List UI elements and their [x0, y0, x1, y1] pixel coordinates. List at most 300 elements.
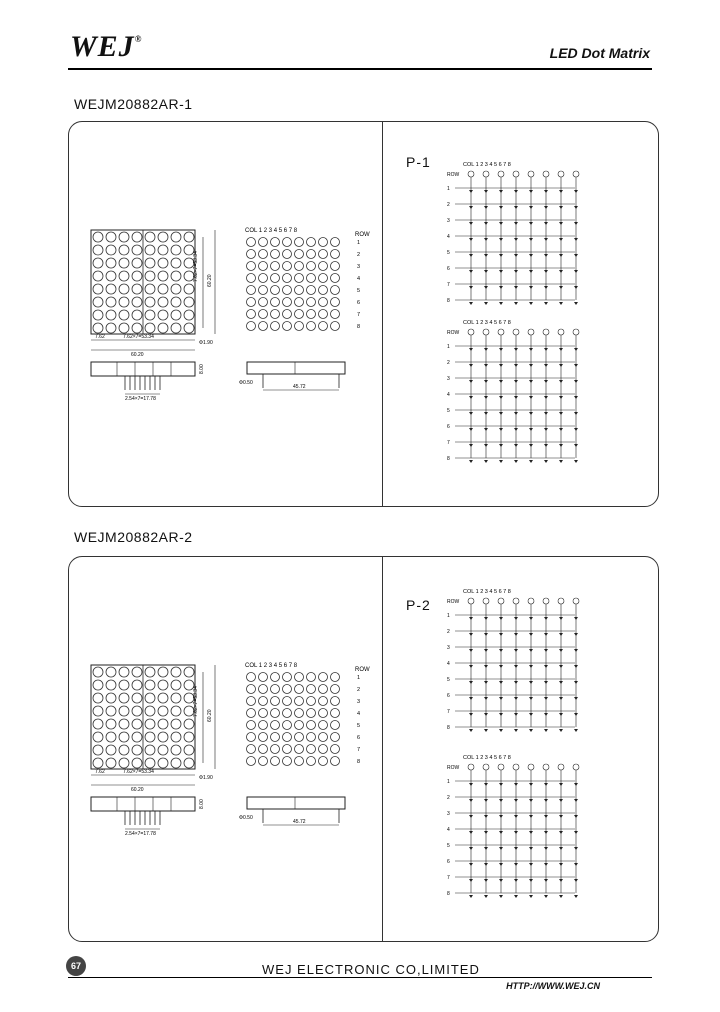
pin-marker	[513, 171, 519, 177]
led-dot	[119, 745, 129, 755]
pin-marker	[528, 171, 534, 177]
row-header: ROW	[447, 172, 460, 178]
led-dot	[132, 758, 142, 768]
led-dot	[271, 310, 280, 319]
led-dot	[259, 238, 268, 247]
led-diode	[499, 895, 503, 898]
led-dot	[271, 262, 280, 271]
led-dot	[247, 298, 256, 307]
dim-text-side: 8.00	[199, 364, 205, 374]
led-dot	[247, 685, 256, 694]
led-dot	[295, 709, 304, 718]
dim-text-height: 60.20	[207, 274, 213, 287]
dim-text-height: 60.20	[207, 709, 213, 722]
led-dot	[271, 298, 280, 307]
led-dot	[171, 758, 181, 768]
led-dot	[93, 323, 103, 333]
led-dot	[184, 297, 194, 307]
led-diode	[529, 895, 533, 898]
led-diode	[529, 460, 533, 463]
led-dot	[331, 697, 340, 706]
led-dot	[307, 721, 316, 730]
led-dot	[158, 297, 168, 307]
pin-marker	[468, 329, 474, 335]
led-dot	[132, 732, 142, 742]
led-dot	[184, 310, 194, 320]
led-dot	[331, 250, 340, 259]
led-dot	[319, 709, 328, 718]
led-dot	[307, 262, 316, 271]
led-dot	[295, 745, 304, 754]
row-number: 2	[447, 202, 450, 208]
led-diode	[559, 729, 563, 732]
led-dot	[93, 297, 103, 307]
led-dot	[93, 310, 103, 320]
led-dot	[106, 271, 116, 281]
led-diode	[484, 302, 488, 305]
row-header: ROW	[355, 667, 370, 673]
led-dot	[119, 667, 129, 677]
led-dot	[184, 667, 194, 677]
row-header: ROW	[447, 599, 460, 605]
col-header: COL 1 2 3 4 5 6 7 8	[463, 589, 511, 595]
led-diode	[574, 460, 578, 463]
led-dot	[319, 322, 328, 331]
row-number: 7	[447, 709, 450, 715]
led-dot	[331, 298, 340, 307]
dim-text-side: 8.00	[199, 799, 205, 809]
led-dot	[145, 232, 155, 242]
led-dot	[119, 693, 129, 703]
led-dot	[307, 709, 316, 718]
led-dot	[247, 673, 256, 682]
pin-marker	[513, 598, 519, 604]
row-number: 5	[357, 723, 361, 729]
led-dot	[247, 262, 256, 271]
led-dot	[171, 271, 181, 281]
led-dot	[295, 733, 304, 742]
led-dot	[184, 732, 194, 742]
led-dot	[247, 274, 256, 283]
row-number: 6	[357, 735, 361, 741]
led-dot	[145, 297, 155, 307]
led-diode	[514, 729, 518, 732]
led-dot	[184, 323, 194, 333]
dim-text-pitch-h: 7.62×7=53.34	[123, 769, 154, 775]
row-number: 3	[447, 218, 450, 224]
led-dot	[331, 322, 340, 331]
led-dot	[319, 673, 328, 682]
led-dot	[106, 323, 116, 333]
led-dot	[93, 245, 103, 255]
row-number: 5	[447, 408, 450, 414]
row-number: 4	[357, 276, 361, 282]
schematic-2a	[447, 587, 599, 731]
led-dot	[119, 245, 129, 255]
led-dot	[271, 673, 280, 682]
led-dot	[145, 745, 155, 755]
led-dot	[271, 697, 280, 706]
led-dot	[283, 685, 292, 694]
pin-marker	[573, 598, 579, 604]
led-dot	[331, 721, 340, 730]
led-dot	[119, 258, 129, 268]
led-diode	[559, 895, 563, 898]
led-dot	[319, 733, 328, 742]
led-dot	[132, 297, 142, 307]
led-diode	[499, 460, 503, 463]
led-dot	[106, 680, 116, 690]
led-dot	[158, 258, 168, 268]
led-dot	[171, 719, 181, 729]
led-dot	[132, 232, 142, 242]
led-dot	[106, 745, 116, 755]
led-dot	[93, 693, 103, 703]
led-diode	[574, 729, 578, 732]
led-dot	[295, 685, 304, 694]
dim-text-pitch-h: 7.62×7=53.34	[123, 334, 154, 340]
led-dot	[319, 745, 328, 754]
led-dot	[247, 250, 256, 259]
led-dot	[283, 238, 292, 247]
led-dot	[93, 271, 103, 281]
led-dot	[158, 232, 168, 242]
led-dot	[319, 250, 328, 259]
led-dot	[271, 238, 280, 247]
dim-text-pitch-v: 7.62×7=53.34	[193, 686, 199, 717]
led-dot	[283, 757, 292, 766]
led-dot	[331, 310, 340, 319]
led-dot	[307, 322, 316, 331]
pin-marker	[573, 329, 579, 335]
led-diode	[559, 302, 563, 305]
dim-text-dot: Φ1.90	[199, 775, 213, 781]
led-dot	[132, 693, 142, 703]
led-dot	[119, 758, 129, 768]
row-number: 1	[357, 240, 361, 246]
row-number: 1	[357, 675, 361, 681]
led-dot	[171, 732, 181, 742]
led-dot	[158, 693, 168, 703]
row-number: 4	[447, 392, 450, 398]
dim-text-width: 60.20	[131, 787, 144, 793]
led-dot	[307, 733, 316, 742]
led-dot	[93, 732, 103, 742]
led-diode	[544, 460, 548, 463]
dim-text-dot: Φ1.90	[199, 340, 213, 346]
led-dot	[93, 719, 103, 729]
led-dot	[106, 693, 116, 703]
led-dot	[119, 719, 129, 729]
led-dot	[259, 697, 268, 706]
led-dot	[295, 697, 304, 706]
pin-marker	[573, 764, 579, 770]
led-dot	[106, 297, 116, 307]
pin-marker	[483, 171, 489, 177]
row-number: 2	[447, 795, 450, 801]
led-dot	[247, 238, 256, 247]
led-dot	[106, 732, 116, 742]
pin-marker	[468, 598, 474, 604]
dim-text-lead: Φ0.50	[239, 815, 253, 821]
led-dot	[307, 757, 316, 766]
led-diode	[469, 302, 473, 305]
row-number: 8	[447, 725, 450, 731]
col-header: COL 1 2 3 4 5 6 7 8	[463, 755, 511, 761]
dim-text-small: 7.62	[95, 334, 105, 340]
pin-marker	[558, 764, 564, 770]
pin-marker	[498, 329, 504, 335]
led-dot	[295, 250, 304, 259]
led-dot	[271, 745, 280, 754]
led-dot	[259, 262, 268, 271]
led-dot	[106, 284, 116, 294]
pin-marker	[498, 171, 504, 177]
led-dot	[331, 745, 340, 754]
dim-text-small: 7.62	[95, 769, 105, 775]
led-diode	[484, 460, 488, 463]
row-number: 8	[447, 456, 450, 462]
led-dot	[295, 757, 304, 766]
led-dot	[119, 310, 129, 320]
row-number: 1	[447, 779, 450, 785]
col-header: COL 1 2 3 4 5 6 7 8	[463, 320, 511, 326]
led-dot	[145, 693, 155, 703]
led-dot	[132, 271, 142, 281]
led-dot	[283, 274, 292, 283]
panel-2	[68, 556, 659, 942]
col-header: COL 1 2 3 4 5 6 7 8	[245, 228, 298, 234]
led-diode	[574, 895, 578, 898]
row-number: 4	[357, 711, 361, 717]
section-title-1: WEJM20882AR-1	[74, 96, 193, 112]
led-dot	[93, 745, 103, 755]
led-dot	[271, 286, 280, 295]
led-dot	[319, 274, 328, 283]
led-dot	[259, 673, 268, 682]
led-dot	[271, 274, 280, 283]
led-dot	[171, 323, 181, 333]
led-dot	[331, 709, 340, 718]
footer-rule	[68, 977, 652, 978]
led-dot	[145, 758, 155, 768]
led-dot	[247, 286, 256, 295]
led-dot	[171, 232, 181, 242]
pin-marker	[483, 598, 489, 604]
led-dot	[271, 250, 280, 259]
led-dot	[319, 286, 328, 295]
dim-text-pin: 2.54×7=17.78	[125, 396, 156, 402]
row-number: 6	[447, 266, 450, 272]
led-dot	[171, 693, 181, 703]
led-dot	[295, 238, 304, 247]
led-dot	[331, 274, 340, 283]
pin-marker	[543, 171, 549, 177]
pin-marker	[513, 764, 519, 770]
pin-marker	[543, 329, 549, 335]
led-dot	[184, 745, 194, 755]
led-diode	[514, 460, 518, 463]
row-number: 1	[447, 613, 450, 619]
col-header: COL 1 2 3 4 5 6 7 8	[463, 162, 511, 168]
company-logo: WEJ®	[70, 30, 143, 63]
led-dot	[171, 297, 181, 307]
dim-text-depth: 45.72	[293, 819, 306, 825]
col-header: COL 1 2 3 4 5 6 7 8	[245, 663, 298, 669]
side-view-right	[247, 797, 345, 809]
led-dot	[307, 250, 316, 259]
led-diode	[529, 729, 533, 732]
row-number: 2	[357, 687, 361, 693]
pin-marker	[558, 598, 564, 604]
page-number-badge: 67	[66, 956, 86, 976]
led-diode	[514, 302, 518, 305]
led-dot	[171, 284, 181, 294]
pin-marker	[498, 764, 504, 770]
led-dot	[106, 667, 116, 677]
led-diode	[469, 460, 473, 463]
dim-text-width: 60.20	[131, 352, 144, 358]
led-dot	[259, 733, 268, 742]
led-dot	[93, 258, 103, 268]
led-dot	[331, 757, 340, 766]
pin-marker	[543, 764, 549, 770]
row-number: 5	[447, 250, 450, 256]
led-dot	[307, 274, 316, 283]
pin-marker	[528, 764, 534, 770]
led-dot	[132, 719, 142, 729]
pin-marker	[543, 598, 549, 604]
footer-company: WEJ ELECTRONIC CO,LIMITED	[262, 962, 480, 977]
led-dot	[247, 322, 256, 331]
row-number: 8	[447, 298, 450, 304]
led-dot	[319, 697, 328, 706]
pin-marker	[528, 329, 534, 335]
led-dot	[158, 245, 168, 255]
side-view-right	[247, 362, 345, 374]
led-dot	[158, 706, 168, 716]
row-number: 7	[447, 440, 450, 446]
row-number: 7	[447, 282, 450, 288]
led-dot	[283, 262, 292, 271]
row-number: 6	[447, 424, 450, 430]
led-dot	[171, 706, 181, 716]
led-dot	[247, 757, 256, 766]
pinout-label-1: P-1	[406, 154, 431, 170]
led-dot	[259, 721, 268, 730]
led-dot	[171, 667, 181, 677]
led-dot	[295, 721, 304, 730]
row-number: 7	[357, 312, 361, 318]
schematic-1a	[447, 160, 599, 304]
led-dot	[259, 298, 268, 307]
led-dot	[171, 245, 181, 255]
led-dot	[158, 719, 168, 729]
led-dot	[283, 310, 292, 319]
led-dot	[319, 262, 328, 271]
row-number: 2	[357, 252, 361, 258]
led-dot	[184, 758, 194, 768]
led-dot	[283, 733, 292, 742]
row-number: 8	[357, 324, 361, 330]
led-dot	[132, 258, 142, 268]
row-number: 2	[447, 360, 450, 366]
led-dot	[259, 745, 268, 754]
pinout-label-2: P-2	[406, 597, 431, 613]
row-number: 5	[447, 843, 450, 849]
led-dot	[106, 258, 116, 268]
row-header: ROW	[447, 330, 460, 336]
led-dot	[145, 680, 155, 690]
led-dot	[331, 262, 340, 271]
led-dot	[158, 758, 168, 768]
led-diode	[484, 895, 488, 898]
led-dot	[319, 721, 328, 730]
row-number: 3	[447, 376, 450, 382]
led-dot	[295, 298, 304, 307]
row-number: 3	[447, 645, 450, 651]
row-number: 3	[357, 264, 361, 270]
led-dot	[295, 274, 304, 283]
row-number: 8	[447, 891, 450, 897]
led-dot	[145, 732, 155, 742]
row-number: 5	[357, 288, 361, 294]
led-dot	[319, 298, 328, 307]
led-dot	[331, 286, 340, 295]
led-dot	[158, 271, 168, 281]
led-dot	[319, 238, 328, 247]
row-number: 6	[357, 300, 361, 306]
led-dot	[247, 310, 256, 319]
led-dot	[184, 284, 194, 294]
led-dot	[331, 238, 340, 247]
led-dot	[158, 284, 168, 294]
led-dot	[132, 245, 142, 255]
led-dot	[93, 284, 103, 294]
row-number: 3	[357, 699, 361, 705]
led-dot	[119, 297, 129, 307]
row-number: 6	[447, 859, 450, 865]
led-dot	[184, 719, 194, 729]
led-dot	[307, 310, 316, 319]
dimension-drawing-2	[87, 657, 387, 857]
led-diode	[544, 302, 548, 305]
led-dot	[106, 245, 116, 255]
led-diode	[529, 302, 533, 305]
led-dot	[247, 697, 256, 706]
row-header: ROW	[447, 765, 460, 771]
led-dot	[145, 719, 155, 729]
header-rule	[68, 68, 652, 70]
led-dot	[171, 310, 181, 320]
led-dot	[158, 323, 168, 333]
row-number: 1	[447, 344, 450, 350]
led-dot	[259, 685, 268, 694]
schematic-1b	[447, 318, 599, 462]
led-dot	[295, 286, 304, 295]
row-number: 4	[447, 827, 450, 833]
led-dot	[106, 310, 116, 320]
led-dot	[145, 323, 155, 333]
pin-marker	[558, 171, 564, 177]
led-dot	[145, 284, 155, 294]
led-diode	[514, 895, 518, 898]
dim-text-pin: 2.54×7=17.78	[125, 831, 156, 837]
led-diode	[469, 729, 473, 732]
pin-marker	[558, 329, 564, 335]
led-dot	[93, 758, 103, 768]
row-number: 4	[447, 234, 450, 240]
